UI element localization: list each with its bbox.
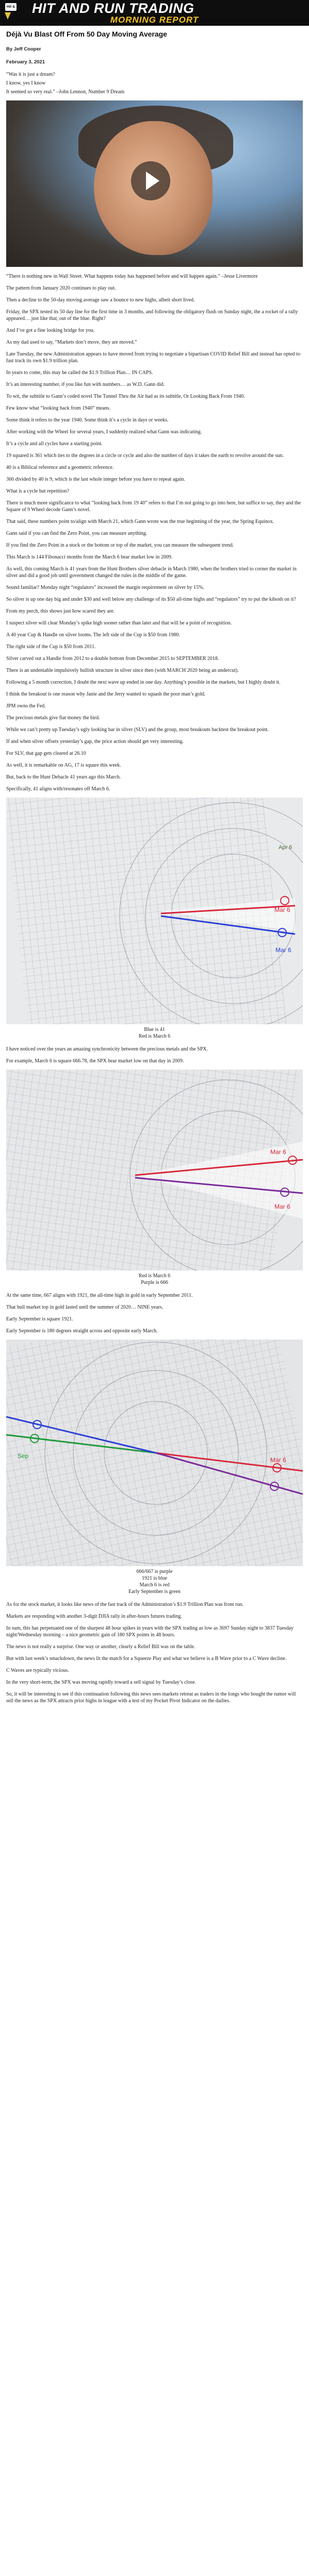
square-of-nine-wheel-figure-1 — [6, 798, 303, 1024]
wheel-chart-1 — [6, 798, 303, 1024]
wheel-label: Mar 6 — [275, 946, 291, 954]
article-paragraph: In sum, this has perpetuated one of the sharpest 48 hour spikes in years with the SPX trading as low as 3697 Sunday night to 3837 Tuesday night/Wednesday morning – a nice geometric gain of 180 SPX points in 48 hours. — [6, 1625, 294, 1638]
article-paragraph: So, it will be interesting to see if this continuation following this news sees markets retreat as traders in the longs who bought the rumor will sell the news as the SPX attracts prior highs in league with a test of my Pocket Pivot Indicator on the dailies. — [6, 1691, 296, 1704]
article-paragraph: The pattern from January 2020 continues to play out. — [6, 285, 116, 291]
article-body-section-a — [6, 273, 303, 792]
article-paragraph: That said, these numbers point to/align with March 21, which Gann wrote was the true beginning of the year, the Spring Equinox. — [6, 519, 274, 524]
play-button-icon[interactable] — [131, 161, 170, 200]
article-paragraph: The news is not really a surprise. One way or another, clearly a Relief Bill was on the table. — [6, 1644, 196, 1650]
author-byline: By Jeff Cooper — [6, 46, 41, 52]
report-subtitle: MORNING REPORT — [110, 15, 199, 25]
figure-1-caption — [6, 1026, 303, 1040]
caption-line: Red is March 6 — [138, 1033, 171, 1039]
article-paragraph: This March is 144 Fibonacci months from the March 6 bear market low in 2009. — [6, 554, 173, 560]
article-paragraph: JPM owns the Fed. — [6, 703, 46, 709]
article-paragraph: Silver carved out a Handle from 2012 to a double bottom from December 2015 to SEPTEMBER 2018. — [6, 656, 219, 662]
article-paragraph: For example, March 6 is square 666.78, the SPX bear market low on that day in 2009. — [6, 1058, 184, 1064]
article-paragraph: In years to come, this may be called the $1.9 Trillion Plan… IN CAPS. — [6, 370, 153, 376]
article-paragraph: After working with the Wheel for several years, I suddenly realized what Gann was indicating. — [6, 429, 202, 435]
caption-line: Early September is green — [128, 1589, 181, 1595]
article-paragraph: The right side of the Cup is $50 from 2011. — [6, 644, 96, 650]
article-title: Déjà Vu Blast Off From 50 Day Moving Average — [6, 30, 167, 38]
figure-2-caption — [6, 1273, 303, 1286]
article — [0, 30, 309, 1720]
caption-line: March 6 is red — [139, 1582, 170, 1588]
article-paragraph: Markets are responding with another 3-digit DJIA rally in after-hours futures trading. — [6, 1614, 182, 1619]
article-paragraph: Some think it refers to the year 1940. Some think it’s a cycle in days or weeks. — [6, 417, 169, 423]
article-paragraph: Following a 5 month correction, I doubt the next wave up ended in one day. Anything’s possible in the markets, but I highly doubt it. — [6, 680, 281, 685]
article-body-section-c — [6, 1292, 303, 1334]
article-paragraph: There is much more significance to what “looking back from 19 40” refers to that I’m not going to go into here, but suffice to say, they and the Square of 9 Wheel decode Gann’s novel. — [6, 500, 301, 513]
article-paragraph: If and when silver offsets yesterday’s gap, the price action should get very interesting. — [6, 739, 184, 744]
article-paragraph: I have noticed over the years an amazing synchronicity between the precious metals and the SPX. — [6, 1046, 208, 1052]
brand-logo[interactable]: Hit & Run — [5, 3, 17, 11]
figure-3-caption — [6, 1568, 303, 1595]
square-of-nine-wheel-figure-2 — [6, 1070, 303, 1270]
caption-line: Red is March 6 — [138, 1273, 171, 1279]
article-date: February 3, 2021 — [6, 59, 45, 65]
wheel-label: Sep — [18, 1452, 29, 1460]
article-paragraph: I think the breakout is one reason why Janie and the Jerry wanted to squash the poor man’s gold. — [6, 691, 206, 697]
article-paragraph: Gann said if you can find the Zero Point, you can measure anything. — [6, 531, 148, 536]
article-paragraph: Few know what “looking back from 1940” means. — [6, 405, 111, 411]
article-paragraph: While we can’t pretty up Tuesday’s ugly looking bar in silver (SLV) and the group, most breakouts backtest the breakout point. — [6, 727, 269, 733]
caption-line: 1921 is blue — [142, 1575, 167, 1581]
article-paragraph: As my dad used to say, “Markets don’t move, they are moved.” — [6, 340, 137, 345]
article-body-section-b — [6, 1046, 303, 1064]
article-paragraph: So silver is up one day big and under $30 and well below any challenge of its $50 all-time highs and “regulators” try to put the kibosh on it? — [6, 597, 296, 602]
article-paragraph: That bull market top in gold lasted until the summer of 2020… NINE years. — [6, 1304, 164, 1310]
article-paragraph: 40 is a Biblical reference and a geometric reference. — [6, 465, 114, 470]
article-paragraph: A 40 year Cup & Handle on silver looms. The left side of the Cup is $50 from 1980. — [6, 632, 180, 638]
article-paragraph: It’s an interesting number, if you like fun with numbers… as W.D. Gann did. — [6, 382, 165, 387]
masthead — [0, 0, 309, 26]
caption-line: Purple is 666 — [141, 1280, 168, 1285]
brand-title[interactable]: HIT AND RUN TRADING — [32, 1, 194, 16]
article-paragraph: The precious metals give fiat money the bird. — [6, 715, 100, 721]
article-paragraph: Friday, the SPX tested its 50 day line for the first time in 3 months, and following the obligatory flush on Sunday night, the a rocket of a rally appeared… just like that, out of the blue. Right? — [6, 309, 298, 321]
article-paragraph: 19 squared is 361 which ties to the degrees in a circle or cycle and also the number of days it takes the earth to revolve around the sun. — [6, 453, 284, 459]
article-paragraph: It’s a cycle and all cycles have a starting point. — [6, 441, 103, 447]
article-paragraph: Late Tuesday, the new Administration appears to have moved from trying to negotiate a bipartisan COVID Relief Bill and instead has opted to fast track its own $1.9 trillion plan. — [6, 351, 301, 364]
wheel-label: Mar 6 — [274, 1203, 290, 1210]
intro-quote — [6, 71, 303, 95]
article-paragraph: There is an undeniable impulsively bullish structure in silver since then (with MARCH 2020 being an undercut). — [6, 668, 239, 673]
wheel-chart-3 — [6, 1340, 303, 1566]
video-player[interactable] — [6, 100, 303, 267]
article-paragraph: At the same time, 667 aligns with 1921, the all-time high in gold in early September 2011. — [6, 1293, 193, 1298]
article-paragraph: But, back to the Hunt Debacle 41 years ago this March. — [6, 774, 121, 780]
wheel-label: Mar 6 — [270, 1148, 286, 1156]
wheel-label: Apr 6 — [279, 844, 292, 851]
article-paragraph: In the very short-term, the SPX was moving rapidly toward a sell signal by Tuesday’s close. — [6, 1680, 197, 1685]
quote-line: It seemed so very real.” –John Lennon, Number 9 Dream — [6, 89, 125, 95]
article-paragraph: C Waves are typically vicious. — [6, 1668, 69, 1673]
quote-line: I know, yes I know — [6, 80, 46, 86]
wheel-chart-2 — [6, 1070, 303, 1270]
article-paragraph: I suspect silver will clear Monday’s spike high sooner rather than later and that will be a point of recognition. — [6, 620, 232, 626]
caption-line: Blue is 41 — [144, 1027, 165, 1032]
article-paragraph: As for the stock market, it looks like news of the fast track of the Administration’s $1.9 Trillion Plan was front run. — [6, 1602, 243, 1607]
quote-line: “Was it is just a dream? — [6, 72, 55, 77]
article-paragraph: 360 divided by 40 is 9, which is the last whole integer before you have to repeat again. — [6, 477, 185, 482]
article-paragraph: If you find the Zero Point in a stock or the bottom or top of the market, you can measure the subsequent trend. — [6, 543, 234, 548]
article-paragraph: Early September is square 1921. — [6, 1316, 73, 1322]
article-paragraph: But with last week’s smackdown, the news lit the match for a Squeeze Play and what we believe is a B Wave prior to a C Wave decline. — [6, 1656, 287, 1662]
article-paragraph: From my perch, this shows just how scared they are. — [6, 608, 115, 614]
article-paragraph: As well, it is remarkable on AG, 17 is square this week. — [6, 762, 121, 768]
article-paragraph: And I’ve got a fine looking bridge for you. — [6, 328, 95, 333]
article-paragraph: What is a cycle but repetition? — [6, 488, 69, 494]
article-paragraph: For SLV, that gap gets cleared at 26.10 — [6, 751, 86, 756]
caption-line: 666/667 is purple — [136, 1569, 173, 1574]
article-paragraph: To wit, the subtitle to Gann’s coded novel The Tunnel Thru the Air had as its subtitle, Or Looking Back From 1940. — [6, 394, 245, 399]
article-paragraph: Then a decline to the 50-day moving average saw a bounce to new highs, albeit short lived. — [6, 297, 195, 303]
article-paragraph: “There is nothing new in Wall Street. What happens today has happened before and will happen again.” –Jesse Livermore — [6, 274, 258, 279]
wheel-label: Mar 6 — [270, 1456, 286, 1464]
wheel-label: Mar 6 — [274, 906, 290, 913]
article-paragraph: As well, this coming March is 41 years from the Hunt Brothers silver debacle in March 1980, when the brothers tried to corner the market in silver and did a good job until government changed the rules in the middle of the game. — [6, 566, 297, 579]
article-body-section-d — [6, 1601, 303, 1704]
article-paragraph: Early September is 180 degrees straight across and opposite early March. — [6, 1328, 158, 1334]
square-of-nine-wheel-figure-3 — [6, 1340, 303, 1566]
article-paragraph: Sound familiar? Monday night “regulators” increased the margin requirement on silver by 15%. — [6, 585, 204, 590]
article-paragraph: Specifically, 41 aligns with/resonates off March 6. — [6, 786, 110, 792]
